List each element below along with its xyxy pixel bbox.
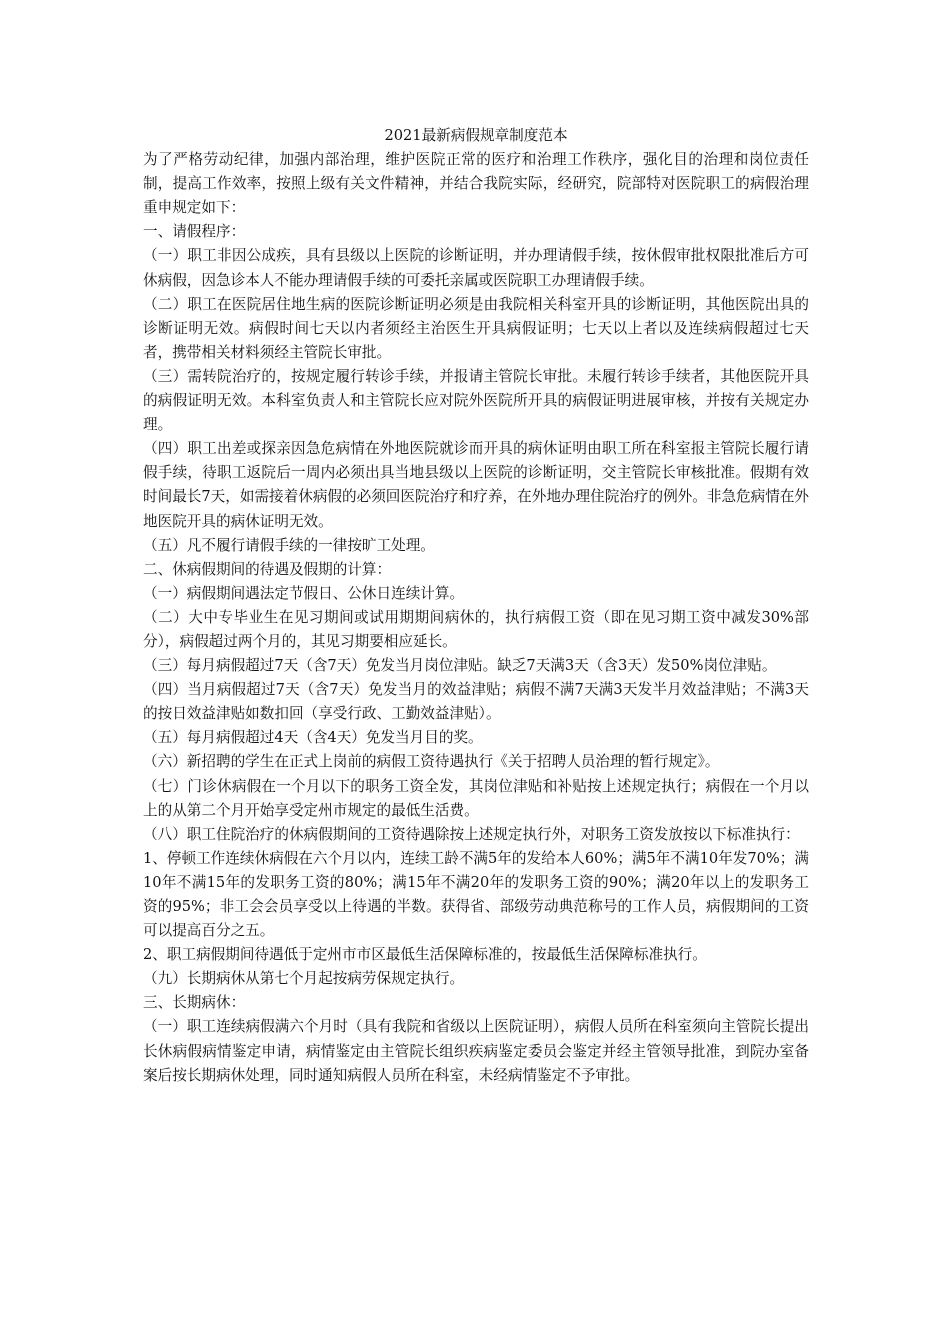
paragraph: （三）每月病假超过7天（含7天）免发当月岗位津贴。缺乏7天满3天（含3天）发50%岗位津贴。 bbox=[143, 657, 777, 675]
section-heading-2: 二、休病假期间的待遇及假期的计算： bbox=[143, 560, 392, 578]
paragraph: （九）长期病休从第七个月起按病劳保规定执行。 bbox=[143, 970, 465, 988]
paragraph: （一）病假期间遇法定节假日、公休日连续计算。 bbox=[143, 584, 465, 602]
section-heading-3: 三、长期病休： bbox=[143, 994, 246, 1012]
paragraph: （二）大中专毕业生在见习期间或试用期期间病休的，执行病假工资（即在见习期工资中减发30%部分），病假超过两个月的，其见习期要相应延长。 bbox=[143, 608, 809, 650]
paragraph: （四）职工出差或探亲因急危病情在外地医院就诊而开具的病休证明由职工所在科室报主管院长履行请假手续，待职工返院后一周内必须出具当地县级以上医院的诊断证明，交主管院长审核批准。假期有效时间最长7天，如需接着休病假的必须回医院治疗和疗养，在外地办理住院治疗的例外。非急危病情在外地医院开具的病休证明无效。 bbox=[143, 440, 810, 530]
paragraph: （一）职工连续病假满六个月时（具有我院和省级以上医院证明），病假人员所在科室须向主管院长提出长休病假病情鉴定申请，病情鉴定由主管院长组织疾病鉴定委员会鉴定并经主管领导批准，到院办室备案后按长期病休处理，同时通知病假人员所在科室，未经病情鉴定不予审批。 bbox=[143, 1018, 809, 1084]
paragraph: （一）职工非因公成疾，具有县级以上医院的诊断证明，并办理请假手续，按休假审批权限批准后方可休病假，因急诊本人不能办理请假手续的可委托亲属或医院职工办理请假手续。 bbox=[143, 247, 809, 289]
paragraph: （二）职工在医院居住地生病的医院诊断证明必须是由我院相关科室开具的诊断证明，其他医院出具的诊断证明无效。病假时间七天以内者须经主治医生开具病假证明；七天以上者以及连续病假超过七天者，携带相关材料须经主管院长审批。 bbox=[143, 295, 809, 361]
paragraph: （五）凡不履行请假手续的一律按旷工处理。 bbox=[143, 536, 435, 554]
paragraph: 1、停顿工作连续休病假在六个月以内，连续工龄不满5年的发给本人60%；满5年不满10年发70%；满10年不满15年的发职务工资的80%；满15年不满20年的发职务工资的90%；满20年以上的发职务工资的95%；非工会会员享受以上待遇的半数。获得省、部级劳动典范称号的工作人员，病假期间的工资可以提高百分之五。 bbox=[143, 849, 809, 940]
paragraph: （三）需转院治疗的，按规定履行转诊手续，并报请主管院长审批。未履行转诊手续者，其他医院开具的病假证明无效。本科室负责人和主管院长应对院外医院所开具的病假证明进展审核，并按有关规定办理。 bbox=[143, 367, 809, 434]
paragraph: （五）每月病假超过4天（含4天）免发当月目的奖。 bbox=[143, 729, 483, 747]
paragraph: （六）新招聘的学生在正式上岗前的病假工资待遇执行《关于招聘人员治理的暂行规定》。 bbox=[143, 753, 720, 771]
section-heading-1: 一、请假程序： bbox=[143, 223, 246, 241]
document-page bbox=[143, 124, 809, 1088]
paragraph: （四）当月病假超过7天（含7天）免发当月的效益津贴；病假不满7天满3天发半月效益津贴；不满3天的按日效益津贴如数扣回（享受行政、工勤效益津贴）。 bbox=[143, 681, 809, 723]
paragraph: 2、职工病假期间待遇低于定州市市区最低生活保障标准的，按最低生活保障标准执行。 bbox=[143, 946, 707, 964]
paragraph: （八）职工住院治疗的休病假期间的工资待遇除按上述规定执行外，对职务工资发放按以下标准执行： bbox=[143, 825, 800, 843]
document-title: 2021最新病假规章制度范本 bbox=[384, 127, 568, 144]
paragraph-intro: 为了严格劳动纪律，加强内部治理，维护医院正常的医疗和治理工作秩序，强化目的治理和岗位责任制，提高工作效率，按照上级有关文件精神，并结合我院实际，经研究，院部特对医院职工的病假治理重申规定如下： bbox=[143, 151, 809, 217]
paragraph: （七）门诊休病假在一个月以下的职务工资全发，其岗位津贴和补贴按上述规定执行；病假在一个月以上的从第二个月开始享受定州市规定的最低生活费。 bbox=[143, 777, 809, 819]
